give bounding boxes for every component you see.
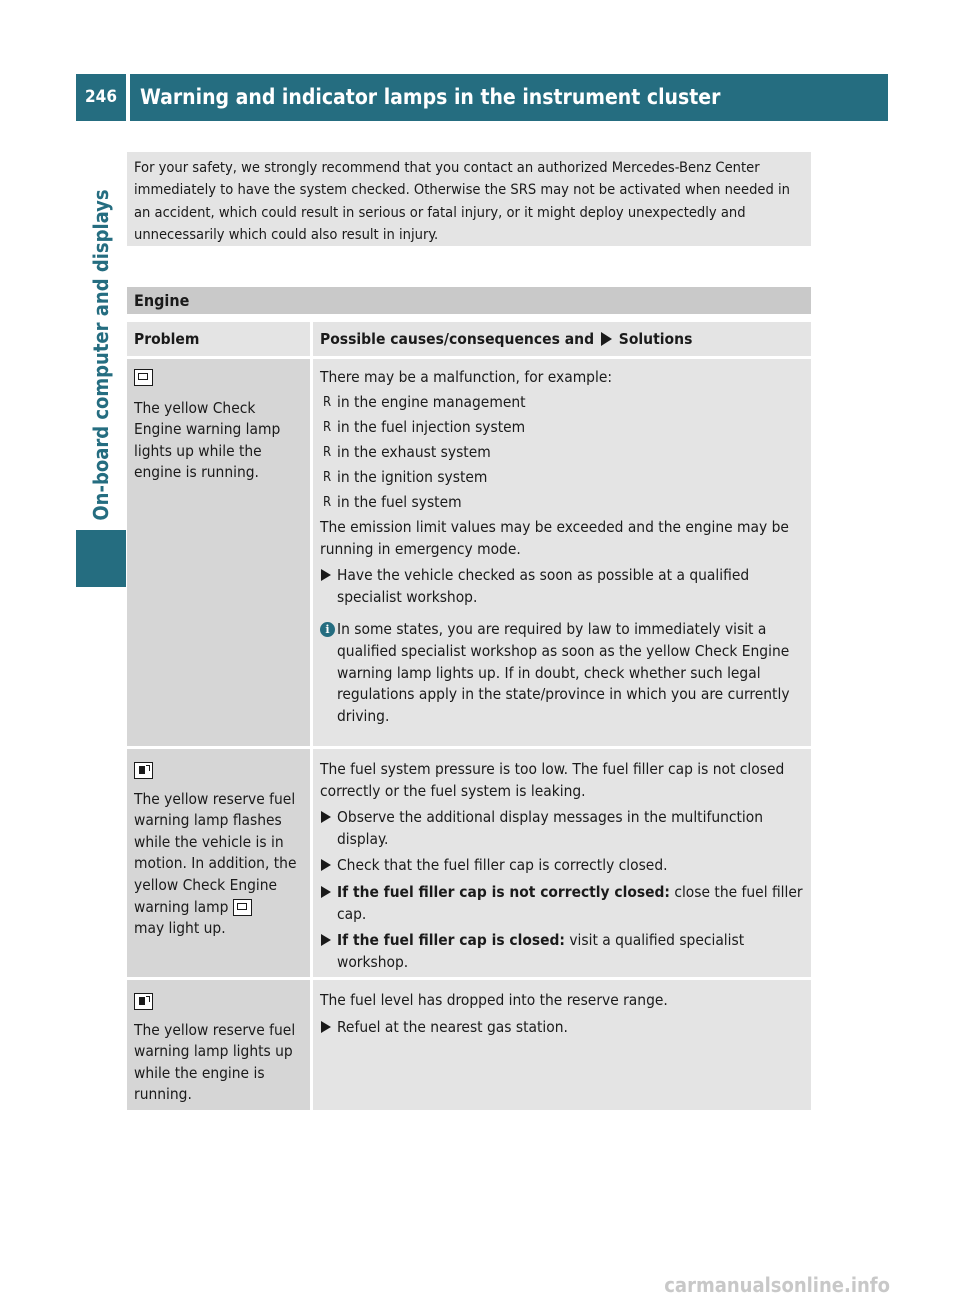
bullet-icon: R: [323, 419, 332, 435]
action-arrow-icon: [321, 886, 331, 898]
solution-cell: [313, 359, 811, 746]
solution-cell: [313, 749, 811, 977]
list-item: R in the ignition system: [320, 467, 804, 489]
side-tab: [76, 125, 126, 585]
arrow-icon: [601, 332, 612, 346]
action-item: Have the vehicle checked as soon as possible at a qualified specialist workshop.: [320, 565, 804, 608]
action-arrow-icon: [321, 1021, 331, 1033]
warning-box: [127, 152, 811, 246]
action-item: If the fuel filler cap is closed: visit a qualified specialist workshop.: [320, 930, 804, 973]
action-item: Observe the additional display messages in the multifunction display.: [320, 807, 804, 850]
problem-text-b: may light up.: [134, 919, 226, 938]
info-note: i In some states, you are required by law to immediately visit a qualified specialist workshop as soon as the yellow Check Engine warning lamp lights up. If in doubt, check whether such legal regulations apply in the state/province in which you are currently driving.: [320, 619, 804, 727]
action-list: [320, 1017, 804, 1039]
problem-cell: [127, 359, 313, 746]
action-item: Check that the fuel filler cap is correctly closed.: [320, 855, 804, 877]
solution-cell: [313, 980, 811, 1110]
action-arrow-icon: [321, 569, 331, 581]
action-list: [320, 565, 804, 608]
page-title: Warning and indicator lamps in the instrument cluster: [130, 74, 888, 121]
col-header-solutions-end: Solutions: [618, 330, 693, 348]
bullet-icon: R: [323, 444, 332, 460]
problem-text: The yellow reserve fuel warning lamp lights up while the engine is running.: [134, 1020, 296, 1104]
table-row: [127, 749, 811, 980]
action-item: If the fuel filler cap is not correctly closed: close the fuel filler cap.: [320, 882, 804, 925]
table-row: [127, 980, 811, 1110]
problem-cell: [127, 749, 313, 977]
watermark: carmanualsonline.info: [664, 1273, 890, 1297]
cause-list: [320, 392, 804, 514]
action-item: Refuel at the nearest gas station.: [320, 1017, 804, 1039]
bullet-icon: R: [323, 394, 332, 410]
consequence-text: The emission limit values may be exceeded and the engine may be running in emergency mode.: [320, 517, 789, 558]
col-header-problem: Problem: [127, 322, 313, 356]
cause-intro: The fuel level has dropped into the reserve range.: [320, 991, 668, 1009]
cause-intro: The fuel system pressure is too low. The fuel filler cap is not closed correctly or the fuel system is leaking.: [320, 760, 785, 800]
engine-table: [127, 322, 811, 1110]
check-engine-icon: [233, 899, 252, 916]
warning-text: For your safety, we strongly recommend that you contact an authorized Mercedes-Benz Center immediately to have the system checked. Otherwise the SRS may not be activated when needed in an accident, which could result in serious or fatal injury, or it might deploy unexpectedly and unnecessarily which could also result in injury.: [134, 159, 790, 243]
problem-text: [134, 789, 303, 940]
table-row: [127, 359, 811, 749]
table-header-row: [127, 322, 811, 359]
action-arrow-icon: [321, 811, 331, 823]
problem-text: The yellow Check Engine warning lamp lights up while the engine is running.: [134, 398, 281, 482]
action-arrow-icon: [321, 859, 331, 871]
col-header-solutions: [313, 322, 811, 356]
reserve-fuel-icon: [134, 993, 153, 1010]
list-item: R in the fuel injection system: [320, 417, 804, 439]
col-header-solutions-label: Possible causes/consequences and: [320, 330, 595, 348]
action-list: [320, 807, 804, 973]
problem-cell: [127, 980, 313, 1110]
info-icon: i: [320, 622, 335, 637]
bullet-icon: R: [323, 470, 332, 486]
list-item: R in the engine management: [320, 392, 804, 414]
side-tab-marker: [76, 530, 126, 587]
list-item: R in the fuel system: [320, 492, 804, 514]
action-arrow-icon: [321, 934, 331, 946]
cause-intro: There may be a malfunction, for example:: [320, 368, 613, 386]
page-number: 246: [76, 74, 126, 121]
side-tab-label: On-board computer and displays: [89, 189, 113, 521]
section-title: Engine: [127, 287, 811, 314]
reserve-fuel-icon: [134, 762, 153, 779]
list-item: R in the exhaust system: [320, 442, 804, 464]
problem-text-a: The yellow reserve fuel warning lamp flashes while the vehicle is in motion. In addition, the yellow Check Engine warning lamp: [134, 789, 297, 916]
note-list: [320, 619, 804, 727]
bullet-icon: R: [323, 495, 332, 511]
check-engine-icon: [134, 369, 153, 386]
